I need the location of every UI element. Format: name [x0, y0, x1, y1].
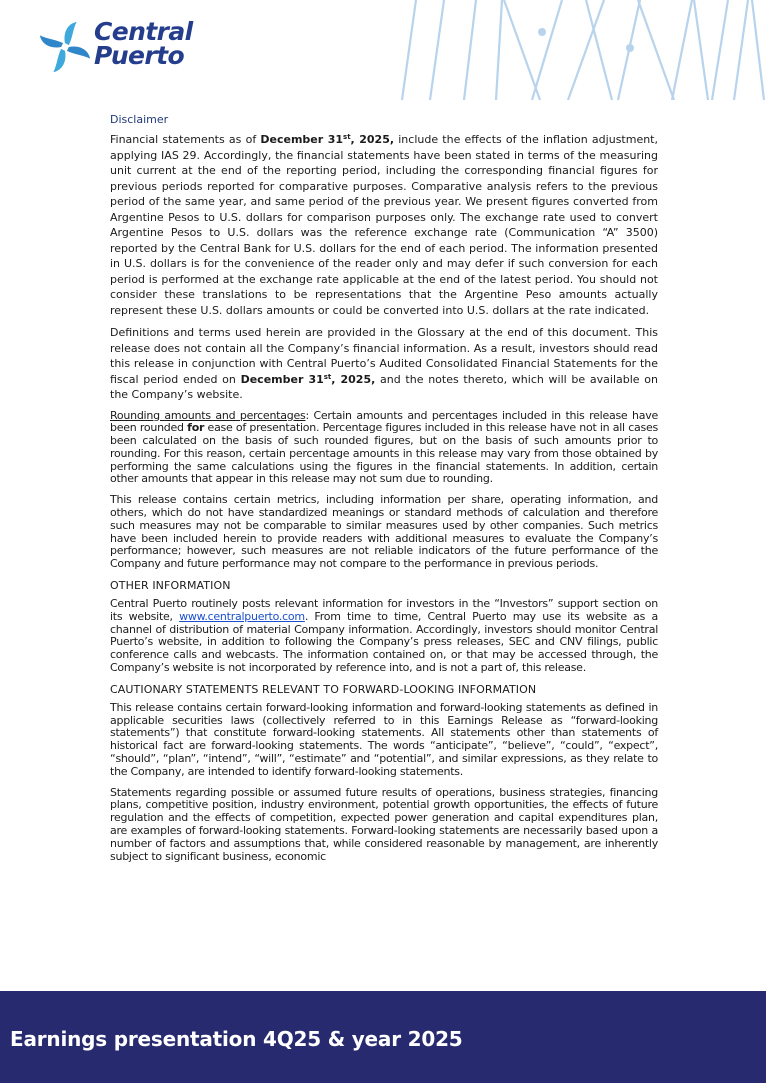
disclaimer-paragraph-1: [110, 132, 658, 318]
document-body: [110, 113, 658, 871]
logo-line-central: Central: [94, 17, 193, 46]
footer-banner: [0, 991, 766, 1083]
disclaimer-p1-year: , 2025,: [350, 133, 395, 146]
logo-wordmark: [94, 17, 193, 70]
rounding-label: Rounding amounts and percentages: [110, 408, 306, 422]
cautionary-paragraph-1: This release contains certain forward-looking information and forward-looking statements as defined in applicable securities laws (collectively referred to in this Earnings Release as “forward-looking statements”) that constitute forward-looking statements. All statements other than statements of historical fact are forward-looking statements. The words “anticipate”, “believe”, “could”, “expect”, “should”, “plan”, “intend”, “will”, “estimate” and “potential”, and similar expressions, as they relate to the Company, are intended to identify forward-looking statements.: [110, 700, 658, 778]
company-logo: [36, 16, 206, 80]
disclaimer-p1-text-b: include the effects of the inflation adjustment, applying IAS 29. Accordingly, the financial statements have been stated in terms of the measuring unit current at the end of the reporting period, including the corresponding financial figures for previous periods reported for comparative purposes. Comparative analysis refers to the previous period of the same year, and same period of the previous year. We present figures converted from Argentine Pesos to U.S. dollars for comparison purposes only. The exchange rate used to convert Argentine Pesos to U.S. dollars was the reference exchange rate (Communication “A” 3500) reported by the Central Bank for U.S. dollars for the end of each period. The information presented in U.S. dollars is for the convenience of the reader only and may defer if such conversion for each period is performed at the exchange rate applicable at the end of the latest period. You should not consider these translations to be representations that the Argentine Peso amounts actually represent these U.S. dollars amounts or could be converted into U.S. dollars at the rate indicated.: [110, 133, 658, 317]
website-link[interactable]: www.centralpuerto.com: [179, 609, 305, 623]
disclaimer-p2-date-text: December 31: [240, 372, 324, 386]
rounding-paragraph: [110, 410, 658, 487]
cautionary-paragraph-2: Statements regarding possible or assumed future results of operations, business strategies, financing plans, competitive position, industry environment, potential growth opportunities, the effects of future regulation and the effects of competition, expected power generation and capital expenditures plan, are examples of forward-looking statements. Forward-looking statements are necessarily based upon a number of factors and assumptions that, while considered reasonable by management, are inherently subject to significant business, economic: [110, 785, 658, 863]
disclaimer-p1-date: [260, 133, 394, 146]
logo-line-puerto: Puerto: [94, 41, 185, 70]
pinwheel-logo-icon: [36, 18, 94, 76]
disclaimer-paragraph-2: [110, 325, 658, 403]
page-header: [0, 0, 766, 104]
rounding-text-a: : Certain amounts and percentages included in this release have been rounded: [110, 408, 658, 435]
disclaimer-p1-date-text: December 31: [260, 133, 344, 146]
disclaimer-p2-year: , 2025,: [331, 372, 376, 386]
other-info-text-a: Central Puerto routinely posts relevant information for investors in the “Investors” support section on its website,: [110, 597, 658, 623]
other-info-text-b: . From time to time, Central Puerto may use its website as a channel of distribution of material Company information. Accordingly, investors should monitor Central Puerto’s website, in addition to following the Company’s press releases, SEC and CNV filings, public conference calls and webcasts. The information contained on, or that may be accessed through, the Company’s website is not incorporated by reference into, and is not a part of, this release.: [110, 609, 658, 675]
rounding-bold-for: for: [187, 421, 205, 435]
disclaimer-p2-text-b: and the notes thereto, which will be available on the Company’s website.: [110, 372, 658, 401]
other-information-paragraph: [110, 598, 658, 675]
disclaimer-p2-text-a: Definitions and terms used herein are provided in the Glossary at the end of this document. This release does not contain all the Company’s financial information. As a result, investors should read this release in conjunction with Central Puerto’s Audited Consolidated Financial Statements for the fiscal period ended on: [110, 326, 658, 386]
cautionary-statements-title: CAUTIONARY STATEMENTS RELEVANT TO FORWARD-LOOKING INFORMATION: [110, 682, 537, 696]
footer-title: Earnings presentation 4Q25 & year 2025: [10, 1027, 463, 1051]
disclaimer-p1-text-a: Financial statements as of: [110, 133, 261, 146]
disclaimer-p1-sup: st: [343, 133, 351, 141]
metrics-paragraph: This release contains certain metrics, including information per share, operating information, and others, which do not have standardized meanings or standard methods of calculation and therefore such measures may not be comparable to similar measures used by other companies. Such metrics have been included herein to provide readers with additional measures to evaluate the Company’s performance; however, such measures are not reliable indicators of the future performance of the Company and future performance may not compare to the performance in previous periods.: [110, 493, 658, 571]
rounding-text-b: ease of presentation. Percentage figures included in this release have not in all cases been calculated on the basis of such rounded figures, but on the basis of such amounts prior to rounding. For this reason, certain percentage amounts in this release may vary from those obtained by performing the same calculations using the figures in the financial statements. In addition, certain other amounts that appear in this release may not sum due to rounding.: [110, 421, 658, 486]
other-information-title: OTHER INFORMATION: [110, 579, 231, 593]
decorative-line-pattern: [372, 0, 766, 100]
disclaimer-p2-sup: st: [323, 372, 332, 381]
disclaimer-heading: Disclaimer: [110, 113, 169, 126]
disclaimer-p2-date: [241, 373, 376, 386]
